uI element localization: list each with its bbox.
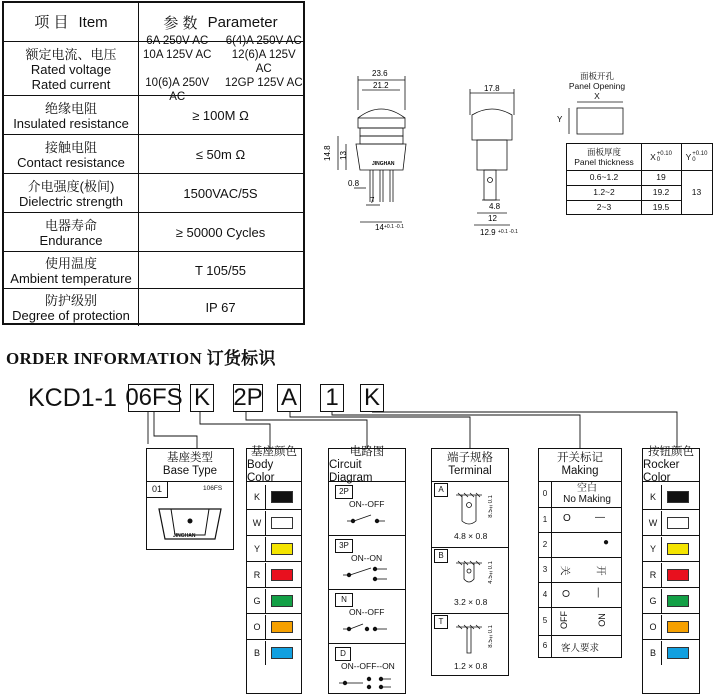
- color-code: Y: [645, 537, 662, 561]
- thickness-cell: 2~3: [567, 200, 642, 214]
- terminal-item: [432, 481, 508, 548]
- circuit-en: Circuit Diagram: [329, 458, 373, 484]
- panel-opening-y: Y: [557, 115, 563, 124]
- param-en: Dielectric strength: [18, 193, 124, 209]
- switch-front-view-drawing: [320, 70, 440, 240]
- rocker-color-row: [643, 641, 699, 665]
- code-circuit: 2P: [233, 384, 263, 411]
- rocker-color-row: [643, 511, 699, 536]
- rated-en1: Rated voltage: [30, 61, 112, 77]
- making-text-a: 客人要求: [561, 643, 600, 654]
- circuit-code: 2P: [335, 485, 353, 499]
- color-code: G: [645, 589, 662, 613]
- param-en: Endurance: [39, 232, 103, 248]
- header-y-sup: +0.10: [692, 151, 708, 157]
- param-value: IP 67: [205, 300, 236, 315]
- terminal-item: [432, 547, 508, 614]
- rated-en2: Rated current: [31, 76, 111, 92]
- header-param-cn: 参 数: [163, 14, 198, 32]
- making-num: 4: [539, 582, 552, 607]
- dim-13: 13: [339, 151, 348, 160]
- dim-7: 7: [370, 196, 375, 205]
- rocker-color-row: [643, 485, 699, 510]
- circuit-item: [329, 535, 405, 590]
- making-num: 0: [539, 481, 552, 507]
- terminal-size: 1.2 × 0.8: [454, 661, 488, 671]
- rocker-color-swatch: [667, 543, 689, 555]
- circuit-d-icon: [339, 675, 395, 691]
- rated-row: [4, 35, 303, 103]
- circuit-code: D: [335, 647, 351, 661]
- circuit-cn: 电路图: [349, 445, 385, 458]
- circuit-3p-icon: [343, 565, 393, 583]
- param-en: Insulated resistance: [13, 115, 129, 131]
- circuit-label: ON--OFF: [349, 607, 385, 617]
- rocker-color-swatch: [667, 569, 689, 581]
- making-num: 3: [539, 557, 552, 582]
- panel-opening-drawing: [555, 100, 635, 140]
- terminal-t-icon: [454, 623, 484, 659]
- rocker-color-panel: [642, 445, 700, 694]
- making-row: [539, 481, 621, 508]
- base-type-en: Base Type: [162, 465, 218, 477]
- terminal-code: T: [434, 615, 448, 629]
- making-num: 1: [539, 507, 552, 532]
- circuit-item: [329, 643, 405, 693]
- making-en: Making: [561, 465, 599, 477]
- param-cn: 使用温度: [44, 255, 97, 271]
- body-color-swatch: [271, 491, 293, 503]
- rating-value: 6A 250V AC: [146, 35, 209, 47]
- switch-side-view-drawing: [462, 85, 532, 240]
- color-code: W: [249, 511, 266, 535]
- rated-cn: 额定电流、电压: [25, 46, 117, 62]
- terminal-dim: 4.5±0.1: [488, 561, 494, 584]
- param-value: ≥ 50000 Cycles: [175, 225, 266, 240]
- dim-12: 12: [488, 214, 497, 223]
- body-color-panel: [246, 445, 302, 694]
- terminal-b-icon: [454, 559, 484, 589]
- panel-opening-label: [562, 71, 632, 101]
- param-row: [4, 173, 303, 213]
- rocker-color-swatch: [667, 517, 689, 529]
- terminal-panel: [431, 448, 509, 676]
- making-text-a: 空白: [577, 483, 597, 494]
- color-code: O: [645, 615, 662, 639]
- rocker-color-swatch: [667, 647, 689, 659]
- param-cn: 介电强度(极间): [27, 178, 115, 194]
- making-text-b: ON: [596, 613, 607, 627]
- rating-value: 12GP 125V AC: [224, 77, 303, 89]
- making-cn: 开关标记: [557, 452, 603, 464]
- body-color-row: [247, 537, 301, 562]
- param-row: [4, 212, 303, 252]
- making-row: [539, 557, 621, 583]
- header-item-en: Item: [78, 13, 108, 31]
- param-row: [4, 95, 303, 135]
- making-text-a: OFF: [559, 611, 569, 629]
- making-num: 5: [539, 607, 552, 635]
- model-prefix: KCD1-1: [28, 384, 117, 412]
- color-code: W: [645, 511, 662, 535]
- terminal-cn: 端子规格: [447, 452, 493, 464]
- param-row: [4, 288, 303, 326]
- dim-12-9: 12.9: [480, 228, 496, 237]
- code-base: 06FS: [125, 384, 183, 411]
- rocker-color-swatch: [667, 595, 689, 607]
- thickness-x-cell: 19.2: [641, 185, 682, 201]
- param-en: Degree of protection: [12, 307, 130, 323]
- rocker-color-en: Rocker Color: [643, 458, 680, 484]
- body-color-row: [247, 485, 301, 510]
- rocker-color-swatch: [667, 491, 689, 503]
- thickness-header-y: Y: [685, 152, 692, 162]
- panel-opening-en: Panel Opening: [568, 81, 626, 91]
- base-model: 106FS: [203, 485, 223, 492]
- code-rocker-color: K: [360, 384, 384, 412]
- terminal-dim: 8.5±0.1: [488, 625, 494, 648]
- making-row: [539, 532, 621, 558]
- body-color-swatch: [271, 569, 293, 581]
- making-row: [539, 635, 621, 657]
- color-code: K: [249, 485, 266, 509]
- param-cn: 防护级别: [44, 292, 97, 308]
- rocker-color-swatch: [667, 621, 689, 633]
- thickness-cell: 1.2~2: [567, 185, 642, 201]
- param-en: Ambient temperature: [10, 270, 132, 286]
- color-code: B: [249, 641, 266, 665]
- dim-14-tol: +0.1 -0.1: [384, 224, 404, 230]
- terminal-en: Terminal: [448, 465, 492, 477]
- making-text-a: 关: [558, 565, 570, 576]
- param-cn: 绝缘电阻: [44, 100, 97, 116]
- body-color-row: [247, 563, 301, 588]
- making-text-a: O: [563, 513, 571, 524]
- panel-opening-cn: 面板开孔: [579, 71, 614, 81]
- rocker-color-row: [643, 563, 699, 588]
- terminal-dim: 8.5±0.1: [488, 495, 494, 518]
- base-type-panel: [146, 448, 234, 550]
- param-value: T 105/55: [194, 263, 247, 278]
- header-x-sup: +0.10: [656, 151, 672, 157]
- param-value: ≤ 50m Ω: [195, 147, 246, 162]
- thickness-cell: 0.6~1.2: [567, 170, 642, 186]
- making-text-b: No Making: [563, 494, 611, 505]
- color-code: Y: [249, 537, 266, 561]
- dim-0-8: 0.8: [348, 179, 360, 188]
- terminal-size: 4.8 × 0.8: [454, 531, 488, 541]
- rating-value: 6(4)A 250V AC: [225, 35, 302, 47]
- making-row: [539, 582, 621, 608]
- terminal-code: B: [434, 549, 448, 563]
- body-color-swatch: [271, 543, 293, 555]
- body-color-row: [247, 511, 301, 536]
- color-code: R: [249, 563, 266, 587]
- dim-14: 14: [375, 223, 384, 232]
- body-color-row: [247, 615, 301, 640]
- param-value: ≥ 100M Ω: [192, 108, 249, 123]
- rocker-color-row: [643, 615, 699, 640]
- color-code: R: [645, 563, 662, 587]
- body-color-en: Body Color: [247, 458, 275, 484]
- body-color-row: [247, 641, 301, 665]
- terminal-a-icon: [454, 491, 484, 527]
- dim-23-6: 23.6: [372, 69, 388, 78]
- body-color-swatch: [271, 517, 293, 529]
- dim-4-8: 4.8: [489, 202, 501, 211]
- order-information-title: ORDER INFORMATION 订货标识: [6, 349, 276, 368]
- panel-opening-x: X: [594, 91, 600, 101]
- thickness-header-x: X: [650, 152, 656, 162]
- body-color-swatch: [271, 621, 293, 633]
- dim-17-8: 17.8: [484, 84, 500, 93]
- circuit-label: ON--ON: [351, 553, 383, 563]
- color-code: B: [645, 641, 662, 665]
- body-color-cn: 基座颜色: [251, 445, 297, 458]
- base-brand: JINGHAN: [173, 533, 196, 539]
- header-x-sub: 0: [656, 157, 661, 163]
- base-switch-icon: [157, 505, 223, 545]
- dim-12-9-tol: +0.1 -0.1: [498, 229, 518, 235]
- making-text-b: —: [595, 512, 605, 523]
- thickness-header-cn: 面板厚度: [586, 147, 621, 157]
- making-row: [539, 607, 621, 636]
- color-code: G: [249, 589, 266, 613]
- code-terminal: A: [277, 384, 301, 412]
- making-panel: [538, 448, 622, 658]
- thickness-header-en: Panel thickness: [574, 157, 634, 167]
- param-cn: 接触电阻: [44, 139, 97, 155]
- rocker-color-row: [643, 537, 699, 562]
- circuit-code: 3P: [335, 539, 353, 553]
- rating-values: [138, 34, 303, 104]
- circuit-label: ON--OFF--ON: [341, 661, 395, 671]
- body-color-swatch: [271, 595, 293, 607]
- making-text-b: 开: [594, 565, 606, 576]
- making-text-b: ●: [603, 537, 610, 548]
- rating-value: 10(6)A 250V AC: [145, 77, 210, 103]
- header-y-sub: 0: [692, 157, 696, 163]
- brand-logo-text: JINGHAN: [372, 161, 395, 167]
- param-en: Contact resistance: [17, 154, 125, 170]
- circuit-item: [329, 481, 405, 536]
- body-color-swatch: [271, 647, 293, 659]
- rocker-color-cn: 按钮颜色: [648, 445, 694, 458]
- terminal-item: [432, 613, 508, 675]
- header-item-cn: 项 目: [34, 13, 69, 31]
- param-cn: 电器寿命: [44, 217, 97, 233]
- dim-14-8: 14.8: [323, 145, 332, 161]
- parameter-table: [2, 1, 305, 325]
- thickness-y-cell: 13: [691, 187, 702, 197]
- dim-21-2: 21.2: [373, 81, 389, 90]
- base-type-cn: 基座类型: [167, 452, 213, 464]
- circuit-n-icon: [343, 621, 393, 635]
- rocker-color-row: [643, 589, 699, 614]
- thickness-x-cell: 19: [641, 170, 682, 186]
- circuit-label: ON--OFF: [349, 499, 385, 509]
- panel-thickness-table: [566, 143, 713, 215]
- body-color-row: [247, 589, 301, 614]
- header-param-en: Parameter: [207, 13, 278, 31]
- making-text-a: O: [559, 589, 571, 598]
- param-row: [4, 134, 303, 174]
- making-num: 6: [539, 635, 552, 657]
- terminal-size: 3.2 × 0.8: [454, 597, 488, 607]
- circuit-item: [329, 589, 405, 644]
- rating-value: 10A 125V AC: [143, 49, 212, 61]
- terminal-code: A: [434, 483, 448, 497]
- making-text-b: —: [592, 587, 604, 598]
- making-row: [539, 507, 621, 533]
- code-body-color: K: [190, 384, 214, 412]
- color-code: O: [249, 615, 266, 639]
- param-row: [4, 251, 303, 289]
- rating-value: 12(6)A 125V AC: [231, 49, 296, 75]
- circuit-2p-icon: [347, 513, 391, 527]
- circuit-code: N: [335, 593, 353, 607]
- code-making: 1: [320, 384, 344, 412]
- base-code: 01: [147, 481, 168, 498]
- making-num: 2: [539, 532, 552, 557]
- circuit-diagram-panel: [328, 445, 406, 694]
- param-value: 1500VAC/5S: [183, 186, 258, 201]
- thickness-x-cell: 19.5: [641, 200, 682, 214]
- color-code: K: [645, 485, 662, 509]
